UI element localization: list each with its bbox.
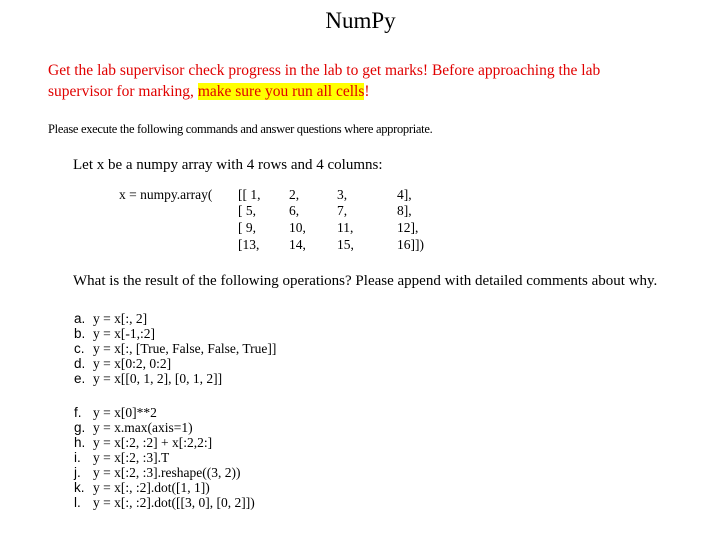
item-label: c. (74, 341, 85, 356)
highlighted-text: make sure you run all cells (197, 83, 365, 100)
item-label: h. (74, 435, 86, 450)
question-text: What is the result of the following operations? Please append with detailed comments about why. (73, 273, 658, 289)
matrix-cell: 2, (289, 187, 300, 202)
matrix-cell: 11, (337, 220, 354, 235)
item-expression: y = x[:, :2].dot([1, 1]) (93, 480, 210, 495)
matrix-cell: 4], (397, 187, 412, 202)
item-expression: y = x[:, :2].dot([[3, 0], [0, 2]]) (93, 495, 255, 510)
matrix-cell: 12], (397, 220, 419, 235)
item-expression: y = x[:2, :3].reshape((3, 2)) (93, 465, 241, 480)
matrix-block (0, 187, 721, 257)
item-label: l. (74, 495, 81, 510)
item-label: i. (74, 450, 81, 465)
item-label: e. (74, 371, 86, 386)
matrix-cell: 7, (337, 203, 348, 218)
let-statement: Let x be a numpy array with 4 rows and 4 columns: (73, 157, 383, 173)
operations-list-2 (0, 405, 721, 515)
item-expression: y = x[:, 2] (93, 311, 148, 326)
item-expression: y = x[:2, :2] + x[:2,2:] (93, 435, 213, 450)
item-expression: y = x[0]**2 (93, 405, 157, 420)
intro-line-1: Get the lab supervisor check progress in the lab to get marks! Before approaching the lab (48, 62, 601, 79)
matrix-prefix: x = numpy.array( (119, 187, 213, 202)
matrix-cell: [13, (238, 237, 260, 252)
matrix-cell: 15, (337, 237, 354, 252)
item-label: d. (74, 356, 86, 371)
intro-line-2-suffix: ! (364, 83, 370, 100)
page-title: NumPy (325, 8, 396, 33)
matrix-cell: 8], (397, 203, 412, 218)
instruction-text: Please execute the following commands and answer questions where appropriate. (48, 122, 433, 136)
matrix-cell: 10, (289, 220, 306, 235)
item-label: a. (74, 311, 86, 326)
matrix-cell: [ 9, (238, 220, 256, 235)
operations-list-1 (0, 311, 721, 391)
matrix-cell: 6, (289, 203, 300, 218)
intro-line-2 (48, 83, 370, 101)
matrix-cell: 3, (337, 187, 348, 202)
item-label: j. (74, 465, 81, 480)
item-expression: y = x[:, [True, False, False, True]] (93, 341, 277, 356)
item-expression: y = x[:2, :3].T (93, 450, 170, 465)
item-expression: y = x[[0, 1, 2], [0, 1, 2]] (93, 371, 223, 386)
intro-line-2-prefix: supervisor for marking, (48, 83, 198, 100)
matrix-cell: [[ 1, (238, 187, 261, 202)
item-label: b. (74, 326, 86, 341)
matrix-cell: 16]]) (397, 237, 424, 252)
item-label: g. (74, 420, 86, 435)
item-label: f. (74, 405, 82, 420)
item-expression: y = x[0:2, 0:2] (93, 356, 172, 371)
item-label: k. (74, 480, 85, 495)
item-expression: y = x[-1,:2] (93, 326, 155, 341)
item-expression: y = x.max(axis=1) (93, 420, 193, 435)
matrix-cell: 14, (289, 237, 306, 252)
matrix-cell: [ 5, (238, 203, 256, 218)
